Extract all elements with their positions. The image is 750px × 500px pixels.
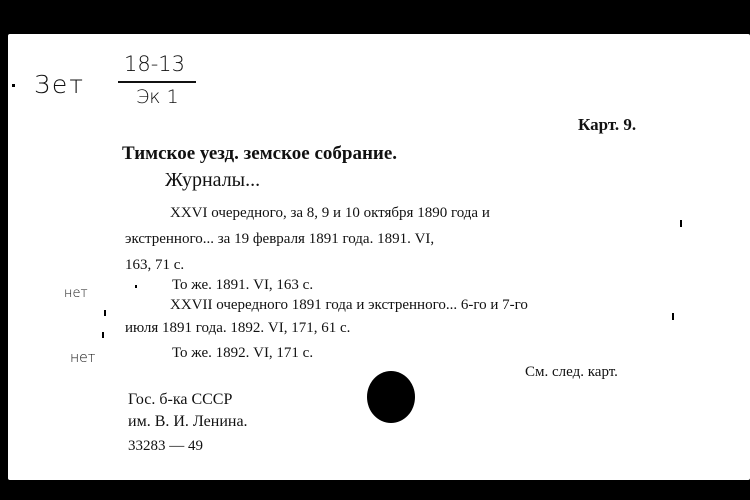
ink-speck [102,332,104,338]
library-line: 33283 — 49 [128,438,203,454]
ink-speck [672,313,674,320]
ink-speck [680,220,682,227]
entry-line: То же. 1891. VI, 163 с. [172,277,314,293]
ink-speck [135,285,137,288]
library-line: Гос. б-ка СССР [128,391,233,408]
handwritten-fraction-bottom: Эк 1 [136,86,179,108]
entry-line: июля 1891 года. 1892. VI, 171, 61 с. [125,320,351,336]
margin-note: нет [64,286,88,301]
see-next-card: См. след. карт. [525,364,618,380]
card-subheading: Журналы... [165,169,261,191]
fraction-line [118,81,196,83]
card-number: Карт. 9. [578,115,637,134]
ink-speck [12,84,15,87]
margin-note: нет [70,350,96,366]
punched-hole [367,371,415,423]
handwritten-fraction-top: 18-13 [124,52,186,76]
entry-line: То же. 1892. VI, 171 с. [172,345,314,361]
entry-line: XXVII очередного 1891 года и экстренного... 6-го и 7-го [170,297,528,313]
ink-speck [104,310,106,316]
entry-line: экстренного... за 19 февраля 1891 года. 1891. VI, [125,231,435,247]
entry-line: XXVI очередного, за 8, 9 и 10 октября 1890 года и [170,205,490,221]
card-heading: Тимское уезд. земское собрание. [122,143,398,164]
ink-speck [8,340,16,358]
entry-line: 163, 71 с. [125,257,185,273]
handwritten-code: Зет [34,70,86,99]
library-line: им. В. И. Ленина. [128,413,248,430]
